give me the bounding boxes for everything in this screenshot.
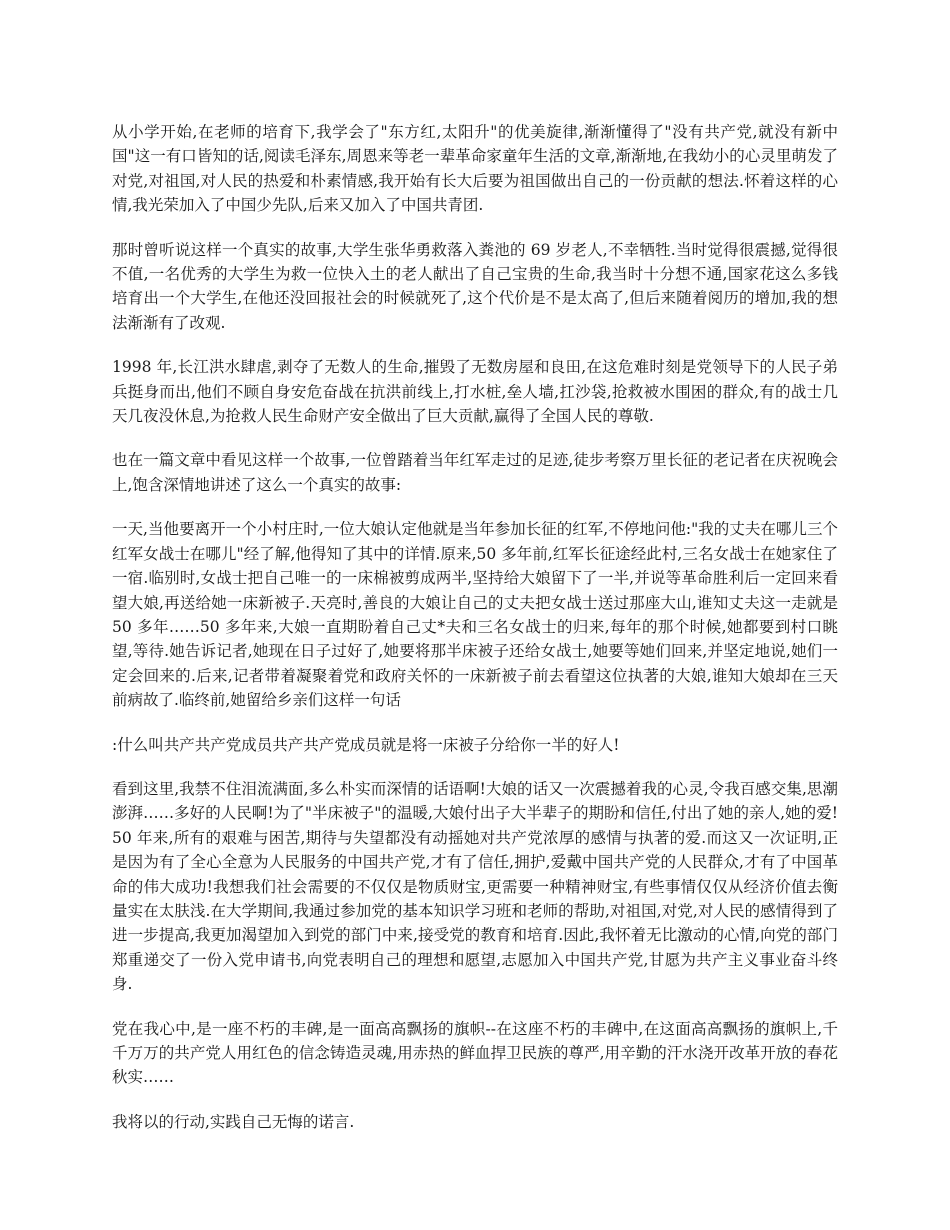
paragraph-story-student: 那时曾听说这样一个真实的故事,大学生张华勇救落入粪池的 69 岁老人,不幸牺牲.当时觉得很震撼,觉得很不值,一名优秀的大学生为救一位快入土的老人献出了自己宝贵的生命,我当时十分想不通,国家花这么多钱培育出一个大学生,在他还没回报社会的时候就死了,这个代价是不是太高了,但后来随着阅历的增加,我的想法渐渐有了改观. [112, 240, 838, 332]
document-body [112, 120, 838, 1154]
paragraph-quote: :什么叫共产共产党成员共产共产党成员就是将一床被子分给你一半的好人! [112, 735, 620, 754]
paragraph-article-intro: 也在一篇文章中看见这样一个故事,一位曾踏着当年红军走过的足迹,徒步考察万里长征的老记者在庆祝晚会上,饱含深情地讲述了这么一个真实的故事: [112, 451, 838, 494]
paragraph-half-quilt-story: 一天,当他要离开一个小村庄时,一位大娘认定他就是当年参加长征的红军,不停地问他:"我的丈夫在哪儿三个红军女战士在哪儿"经了解,他得知了其中的详情.原来,50 多年前,红军长征途经此村,三名女战士在她家住了一宿.临别时,女战士把自己唯一的一床棉被剪成两半,坚持给大娘留下了一半,并说等革命胜利后一定回来看望大娘,再送给她一床新被子.天亮时,善良的大娘让自己的丈夫把女战士送过那座大山,谁知丈夫这一走就是 50 多年……50 多年来,大娘一直期盼着自己丈*夫和三名女战士的归来,每年的那个时候,她都要到村口眺望,等待.她告诉记者,她现在日子过好了,她要将那半床被子还给女战士,她要等她们回来,并坚定地说,她们一定会回来的.后来,记者带着凝聚着党和政府关怀的一床新被子前去看望这位执著的大娘,谁知大娘却在三天前病故了.临终前,她留给乡亲们这样一句话 [112, 520, 838, 710]
paragraph-closing: 我将以的行动,实践自己无悔的诺言. [112, 1112, 355, 1131]
paragraph-reflection: 看到这里,我禁不住泪流满面,多么朴实而深情的话语啊!大娘的话又一次震撼着我的心灵,令我百感交集,思潮澎湃……多好的人民啊!为了"半床被子"的温暖,大娘付出子大半辈子的期盼和信任,付出了她的亲人,她的爱!50 年来,所有的艰难与困苦,期待与失望都没有动摇她对共产党浓厚的感情与执著的爱.而这又一次证明,正是因为有了全心全意为人民服务的中国共产党,才有了信任,拥护,爱戴中国共产党的人民群众,才有了中国革命的伟大成功!我想我们社会需要的不仅仅是物质财宝,更需要一种精神财宝,有些事情仅仅从经济价值去衡量实在太肤浅.在大学期间,我通过参加党的基本知识学习班和老师的帮助,对祖国,对党,对人民的感情得到了进一步提高,我更加渴望加入到党的部门中来,接受党的教育和培育.因此,我怀着无比激动的心情,向党的部门郑重递交了一份入党申请书,向党表明自己的理想和愿望,志愿加入中国共产党,甘愿为共产主义事业奋斗终身. [112, 779, 838, 994]
paragraph-monument: 党在我心中,是一座不朽的丰碑,是一面高高飘扬的旗帜--在这座不朽的丰碑中,在这面高高飘扬的旗帜上,千千万万的共产党人用红色的信念铸造灵魂,用赤热的鲜血捍卫民族的尊严,用辛勤的汗水浇开改革开放的春花秋实…… [112, 1019, 838, 1087]
paragraph-flood-1998: 1998 年,长江洪水肆虐,剥夺了无数人的生命,摧毁了无数房屋和良田,在这危难时刻是党领导下的人民子弟兵挺身而出,他们不顾自身安危奋战在抗洪前线上,打水桩,垒人墙,扛沙袋,抢救被水围困的群众,有的战士几天几夜没休息,为抢救人民生命财产安全做出了巨大贡献,赢得了全国人民的尊敬. [112, 358, 838, 426]
paragraph-childhood: 从小学开始,在老师的培育下,我学会了"东方红,太阳升"的优美旋律,渐渐懂得了"没有共产党,就没有新中国"这一有口皆知的话,阅读毛泽东,周恩来等老一辈革命家童年生活的文章,渐渐地,在我幼小的心灵里萌发了对党,对祖国,对人民的热爱和朴素情感,我开始有长大后要为祖国做出自己的一份贡献的想法.怀着这样的心情,我光荣加入了中国少先队,后来又加入了中国共青团. [112, 123, 838, 215]
